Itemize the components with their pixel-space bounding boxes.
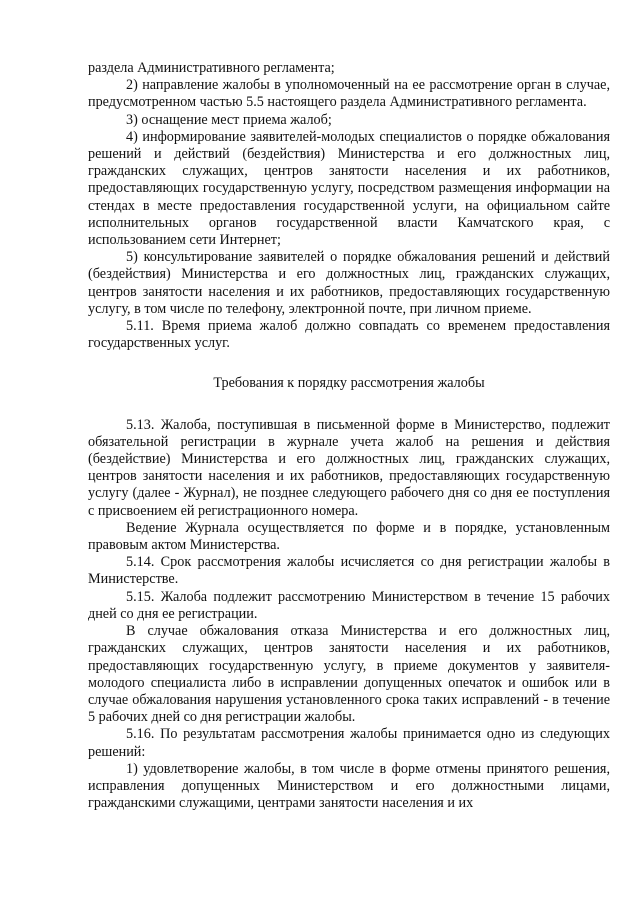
paragraph: 5.11. Время приема жалоб должно совпадать со временем предоставления государственных услуг. [88,318,610,352]
paragraph: 5.16. По результатам рассмотрения жалобы принимается одно из следующих решений: [88,726,610,760]
paragraph: В случае обжалования отказа Министерства и его должностных лиц, гражданских служащих, центров занятости населения и их работников, предоставляющих государственную услугу, в приеме документов у заявителя-молодого специалиста либо в исправлении допущенных опечаток и ошибок или в случае обжалования нарушения установленного срока таких исправлений - в течение 5 рабочих дней со дня регистрации жалобы. [88,623,610,726]
paragraph: 1) удовлетворение жалобы, в том числе в форме отмены принятого решения, исправления допущенных Министерством и его должностными лицами, гражданскими служащими, центрами занятости населения и их [88,760,610,812]
paragraph: 5.15. Жалоба подлежит рассмотрению Министерством в течение 15 рабочих дней со дня ее регистрации. [88,588,610,622]
paragraph: раздела Административного регламента; [88,60,335,76]
paragraph: 5) консультирование заявителей о порядке обжалования решений и действий (бездействия) Министерства и его должностных лиц, гражданских служащих, центров занятости населения и их работников, предоставляющих государственную услугу, в том числе по телефону, электронной почте, при личном приеме. [88,249,610,317]
section-heading: Требования к порядку рассмотрения жалобы [213,375,485,392]
paragraph: Ведение Журнала осуществляется по форме и в порядке, установленным правовым актом Министерства. [88,519,610,554]
document-page [88,60,610,812]
paragraph: 2) направление жалобы в уполномоченный на ее рассмотрение орган в случае, предусмотренном частью 5.5 настоящего раздела Административного регламента. [88,77,610,111]
paragraph: 5.13. Жалоба, поступившая в письменной форме в Министерство, подлежит обязательной регистрации в журнале учета жалоб на решения и действия (бездействие) Министерства и его должностных лиц, гражданских служащих, центров занятости населения и их работников, предоставляющих государственную услугу (далее - Журнал), не позднее следующего рабочего дня со дня ее поступления с присвоением ей регистрационного номера. [88,416,610,519]
paragraph: 5.14. Срок рассмотрения жалобы исчисляется со дня регистрации жалобы в Министерстве. [88,554,610,588]
paragraph: 3) оснащение мест приема жалоб; [126,111,332,128]
paragraph: 4) информирование заявителей-молодых специалистов о порядке обжалования решений и действий (бездействия) Министерства и его должностных лиц, гражданских служащих, центров занятости населения и их работников, предоставляющих государственную услугу, посредством размещения информации на стендах в месте предоставления государственной услуги, на официальном сайте исполнительных органов государственной власти Камчатского края, с использованием сети Интернет; [88,128,610,249]
